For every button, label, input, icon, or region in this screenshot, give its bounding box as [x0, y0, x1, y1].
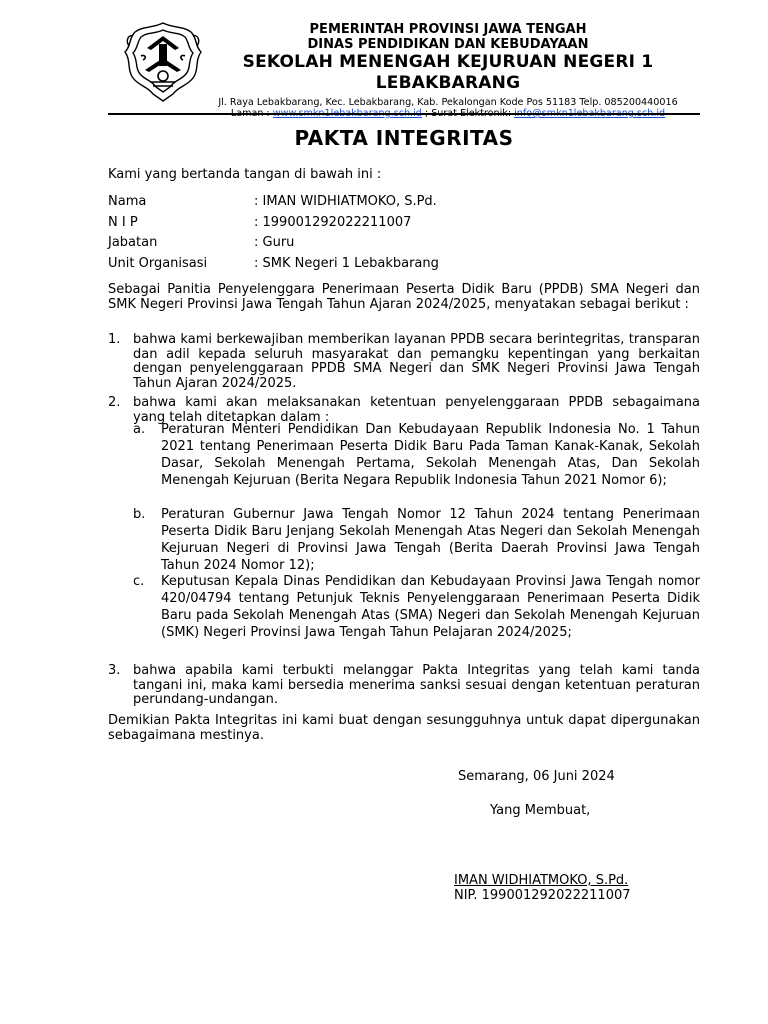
- document-title: PAKTA INTEGRITAS: [294, 126, 514, 150]
- identity-value: : IMAN WIDHIATMOKO, S.Pd.: [254, 194, 437, 209]
- point-number: 1.: [108, 332, 121, 347]
- identity-value: : Guru: [254, 235, 295, 251]
- letterhead-department: DINAS PENDIDIKAN DAN KEBUDAYAAN: [307, 37, 589, 52]
- identity-label: N I P: [108, 214, 138, 230]
- subpoint-text: Peraturan Gubernur Jawa Tengah Nomor 12 Tahun 2024 tentang Penerimaan Peserta Didik Baru Jenjang Sekolah Menengah Atas Negeri dan Sekolah Menengah Kejuruan Negeri di Provinsi Jawa Tengah (Berita Daerah Provinsi Jawa Tengah Tahun 2024 Nomor 12);: [161, 507, 700, 573]
- identity-label: Nama: [108, 194, 147, 209]
- identity-label: Jabatan: [108, 235, 158, 251]
- email-link[interactable]: info@smkn1lebakbarang.sch.id: [514, 108, 666, 119]
- subpoint-text: Peraturan Menteri Pendidikan Dan Kebudayaan Republik Indonesia No. 1 Tahun 2021 tentang Penerimaan Peserta Didik Baru Pada Taman Kanak-Kanak, Sekolah Dasar, Sekolah Menengah Pertama, Sekolah Menengah Atas, Dan Sekolah Menengah Kejuruan (Berita Negara Republik Indonesia Tahun 2021 Nomor 6);: [161, 422, 700, 488]
- intro-text: Kami yang bertanda tangan di bawah ini :: [108, 167, 382, 182]
- signatory-name: IMAN WIDHIATMOKO, S.Pd.: [454, 873, 629, 888]
- letterhead-address: Jl. Raya Lebakbarang, Kec. Lebakbarang, Kab. Pekalongan Kode Pos 51183 Telp. 085200440016: [218, 97, 678, 108]
- subpoint-letter: a.: [133, 422, 146, 437]
- place-date: Semarang, 06 Juni 2024: [458, 769, 615, 784]
- letterhead-government: PEMERINTAH PROVINSI JAWA TENGAH: [309, 22, 587, 37]
- closing-paragraph: Demikian Pakta Integritas ini kami buat dengan sesungguhnya untuk dapat dipergunakan sebagaimana mestinya.: [108, 713, 700, 743]
- point-text: bahwa apabila kami terbukti melanggar Pakta Integritas yang telah kami tanda tangani ini, maka kami bersedia menerima sanksi sesuai dengan ketentuan peraturan perundang-undangan.: [133, 663, 700, 708]
- signatory-role: Yang Membuat,: [490, 803, 591, 818]
- letterhead: [208, 22, 688, 119]
- website-link[interactable]: www.smkn1lebakbarang.sch.id: [272, 108, 422, 119]
- point-text: bahwa kami berkewajiban memberikan layanan PPDB secara berintegritas, transparan dan adil kepada seluruh masyarakat dan pemangku kepentingan yang berkaitan dengan penyelenggaraan PPDB SMA Negeri dan SMK Negeri Provinsi Jawa Tengah Tahun Ajaran 2024/2025.: [133, 332, 700, 391]
- subpoint-letter: c.: [133, 574, 145, 589]
- point-number: 3.: [108, 663, 121, 678]
- point-text: bahwa kami akan melaksanakan ketentuan penyelenggaraan PPDB sebagaimana yang telah ditetapkan dalam :: [133, 395, 700, 425]
- opening-paragraph: Sebagai Panitia Penyelenggara Penerimaan Peserta Didik Baru (PPDB) SMA Negeri dan SMK Negeri Provinsi Jawa Tengah Tahun Ajaran 2024/2025, menyatakan sebagai berikut :: [108, 282, 700, 312]
- identity-value: : SMK Negeri 1 Lebakbarang: [254, 255, 439, 271]
- jawa-tengah-emblem-logo: [121, 20, 205, 104]
- identity-label: Unit Organisasi: [108, 255, 208, 271]
- subpoint-letter: b.: [133, 507, 146, 522]
- email-label: ; Surat Elektronik:: [421, 108, 515, 119]
- signatory-nip: NIP. 199001292022211007: [454, 888, 631, 903]
- point-number: 2.: [108, 395, 121, 410]
- identity-value: : 199001292022211007: [254, 214, 412, 230]
- letterhead-divider: [108, 113, 700, 115]
- web-label: Laman :: [230, 108, 273, 119]
- letterhead-school-name: SEKOLAH MENENGAH KEJURUAN NEGERI 1: [242, 52, 654, 72]
- subpoint-text: Keputusan Kepala Dinas Pendidikan dan Kebudayaan Provinsi Jawa Tengah nomor 420/04794 tentang Petunjuk Teknis Penyelenggaraan Penerimaan Peserta Didik Baru pada Sekolah Menengah Atas (SMA) Negeri dan Sekolah Menengah Kejuruan (SMK) Negeri Provinsi Jawa Tengah Tahun Pelajaran 2024/2025;: [161, 574, 700, 640]
- letterhead-school-location: LEBAKBARANG: [375, 73, 521, 93]
